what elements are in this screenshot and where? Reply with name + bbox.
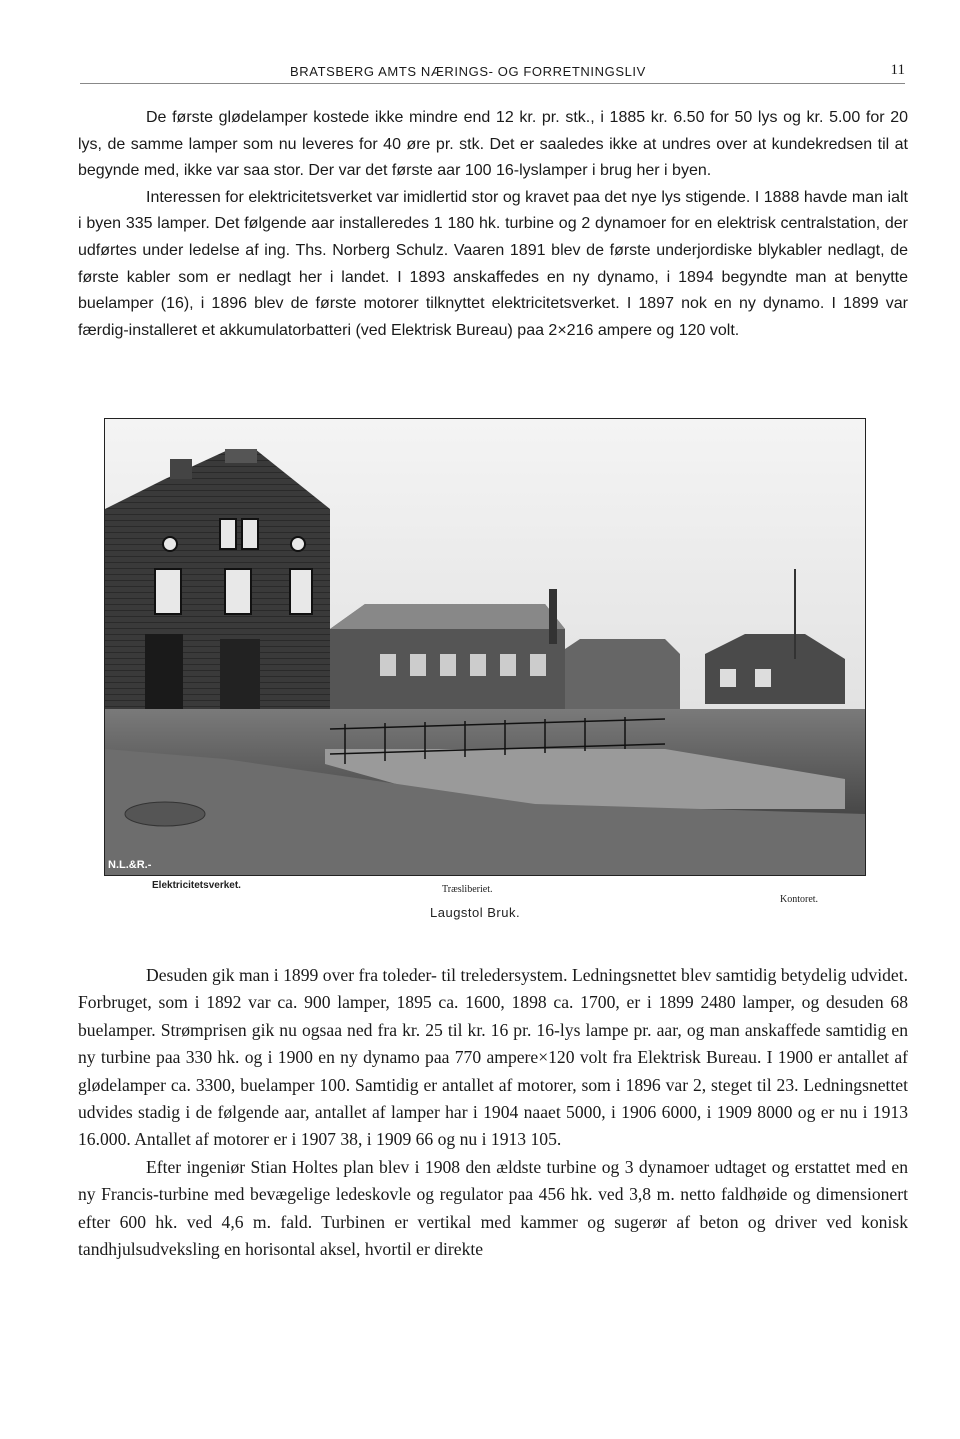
body-text-bottom <box>78 962 908 1263</box>
paragraph: De første glødelamper kostede ikke mindre end 12 kr. pr. stk., i 1885 kr. 6.50 for 50 lys og kr. 5.00 for 20 lys, de samme lamper som nu leveres for 40 øre pr. stk. Det er saaledes ikke at undres over at kundekredsen til at begynde med, ikke var saa stor. Der var det første aar 100 16-lyslamper i brug her i byen. <box>78 109 908 180</box>
paragraph: Efter ingeniør Stian Holtes plan blev i 1908 den ældste turbine og 3 dynamoer udtaget og erstattet med en ny Francis-turbine med bevægelige ledeskovle og regulator paa 456 hk. ved 3,8 m. netto faldhøide og dimensionert efter 600 hk. ved 4,6 m. fald. Turbinen er vertikal med kammer og sugerør af beton og driver ved konisk tandhjulsudveksling en horisontal aksel, hvortil er direkte <box>78 1156 908 1260</box>
header-rule <box>80 83 905 84</box>
caption-kontoret: Kontoret. <box>780 894 819 905</box>
photographer-monogram: N.L.&R.- <box>108 859 152 871</box>
caption-elektricitetsverket: Elektricitetsverket. <box>152 880 241 891</box>
body-text-top <box>78 105 908 344</box>
page-header <box>80 60 905 84</box>
running-title: BRATSBERG AMTS NÆRINGS- OG FORRETNINGSLIV <box>290 64 646 79</box>
paragraph: Interessen for elektricitetsverket var imidlertid stor og kravet paa det nye lys stigende. I 1888 havde man ialt i byen 335 lamper. Det følgende aar installeredes 1 180 hk. turbine og 2 dynamoer for en elektrisk centralstation, der udførtes under ledelse af ing. Ths. Norberg Schulz. Vaaren 1891 blev de første underjordiske blykabler nedlagt, de første kabler som er nedlagt her i landet. I 1893 anskaffedes en ny dynamo, i 1894 begyndte man at benytte buelamper (16), i 1896 blev de første motorer tilknyttet elektricitetsverket. I 1897 nok en ny dynamo. I 1899 var færdig-installeret et akkumulatorbatteri (ved Elektrisk Bureau) paa 2×216 ampere og 120 volt. <box>78 188 908 339</box>
figure-caption: Laugstol Bruk. <box>430 905 521 920</box>
photograph-laugstol-bruk <box>104 418 866 876</box>
photo-illustration <box>105 419 865 875</box>
caption-traesliberiet: Træsliberiet. <box>442 884 493 895</box>
page-number: 11 <box>890 62 905 78</box>
paragraph: Desuden gik man i 1899 over fra toleder- til treledersystem. Ledningsnettet blev samtidig betydelig udvidet. Forbruget, som i 1892 var ca. 900 lamper, 1895 ca. 1600, 1898 ca. 1700, er i 1899 2480 lamper, og desuden 68 buelamper. Strømprisen gik nu ogsaa ned fra kr. 25 til kr. 16 pr. 16-lys lampe pr. aar, og man anskaffede samtidig en ny turbine paa 330 hk. og i 1900 en ny dynamo paa 770 ampere×120 volt fra Elektrisk Bureau. I 1900 er antallet af glødelamper ca. 3300, buelamper 100. Samtidig er antallet af motorer, som i 1896 var 2, steget til 23. Ledningsnettet udvides stadig i de følgende aar, antallet af lamper har i 1904 naaet 5000, i 1906 6000, i 1909 8000 og er nu i 1913 16.000. Antallet af motorer er i 1907 38, i 1909 66 og nu i 1913 105. <box>78 965 908 1150</box>
